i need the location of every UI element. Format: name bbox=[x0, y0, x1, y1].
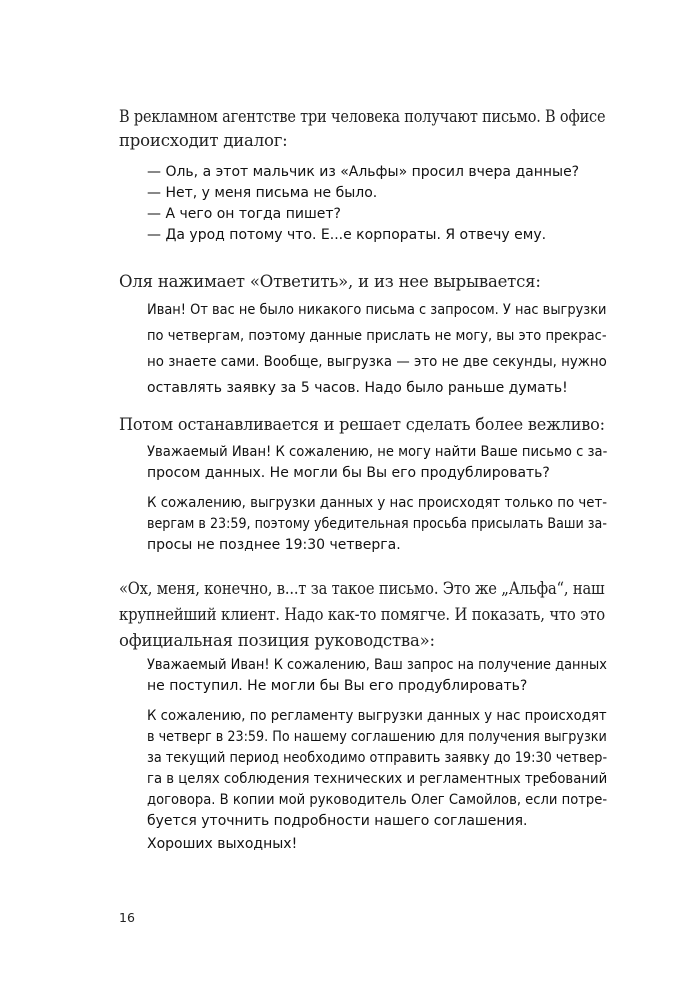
rude-reply-line: оставлять заявку за 5 часов. Надо было раньше думать! bbox=[147, 380, 568, 396]
polite-reply-paragraph-1 bbox=[147, 442, 607, 484]
official-reply-line: К сожалению, по регламенту выгрузки данных у нас происходят bbox=[147, 708, 607, 724]
official-reply-paragraph-3 bbox=[147, 834, 607, 855]
dialogue-line: — Нет, у меня письма не было. bbox=[147, 185, 378, 201]
official-reply-line: в четверг в 23:59. По нашему соглашению для получения выгрузки bbox=[147, 729, 607, 745]
rude-reply-line: Иван! От вас не было никакого письма с запросом. У нас выгрузки bbox=[147, 302, 607, 318]
polite-intro-paragraph bbox=[119, 413, 605, 437]
official-reply-line: не поступил. Не могли бы Вы его продублировать? bbox=[147, 678, 528, 694]
rude-reply-quote bbox=[147, 297, 607, 401]
thought-line: официальная позиция руководства»: bbox=[119, 631, 435, 650]
official-reply-line: га в целях соблюдения технических и регламентных требований bbox=[147, 771, 608, 787]
thought-line: крупнейший клиент. Надо как-то помягче. И показать, что это bbox=[119, 605, 606, 624]
polite-intro-line: Потом останавливается и решает сделать более вежливо: bbox=[119, 415, 605, 434]
polite-reply-line: К сожалению, выгрузки данных у нас происходят только по чет- bbox=[147, 495, 608, 511]
polite-reply-paragraph-2 bbox=[147, 493, 607, 556]
dialogue-line: — Да урод потому что. Е...е корпораты. Я отвечу ему. bbox=[147, 227, 547, 243]
polite-reply-line: просом данных. Не могли бы Вы его продублировать? bbox=[147, 465, 550, 481]
page-number: 16 bbox=[119, 910, 135, 925]
official-reply-line: за текущий период необходимо отправить заявку до 19:30 четвер- bbox=[147, 750, 608, 766]
rude-reply-line: но знаете сами. Вообще, выгрузка — это не две секунды, нужно bbox=[147, 354, 607, 370]
official-reply-paragraph-1 bbox=[147, 655, 607, 697]
intro-line: происходит диалог: bbox=[119, 131, 288, 150]
reply-intro-paragraph bbox=[119, 270, 605, 294]
official-reply-line: договора. В копии мой руководитель Олег Самойлов, если потре- bbox=[147, 792, 608, 808]
rude-reply-line: по четвергам, поэтому данные прислать не могу, вы это прекрас- bbox=[147, 328, 607, 344]
dialogue-line: — А чего он тогда пишет? bbox=[147, 206, 341, 222]
dialogue-line: — Оль, а этот мальчик из «Альфы» просил вчера данные? bbox=[147, 164, 580, 180]
dialogue bbox=[147, 162, 607, 246]
polite-reply-line: Уважаемый Иван! К сожалению, не могу найти Ваше письмо с за- bbox=[147, 444, 608, 460]
thought-line: «Ох, меня, конечно, в...т за такое письмо. Это же „Альфа“, наш bbox=[119, 579, 605, 598]
reply-intro-line: Оля нажимает «Ответить», и из нее вырывается: bbox=[119, 272, 541, 291]
official-reply-paragraph-2 bbox=[147, 706, 607, 832]
official-reply-closing: Хороших выходных! bbox=[147, 836, 298, 852]
official-reply-line: буется уточнить подробности нашего соглашения. bbox=[147, 813, 528, 829]
intro-paragraph bbox=[119, 105, 605, 153]
polite-reply-line: просы не позднее 19:30 четверга. bbox=[147, 537, 401, 553]
thought-paragraph bbox=[119, 576, 605, 654]
polite-reply-line: вергам в 23:59, поэтому убедительная просьба присылать Ваши за- bbox=[147, 516, 607, 532]
official-reply-line: Уважаемый Иван! К сожалению, Ваш запрос на получение данных bbox=[147, 657, 607, 673]
intro-line: В рекламном агентстве три человека получают письмо. В офисе bbox=[119, 107, 606, 126]
